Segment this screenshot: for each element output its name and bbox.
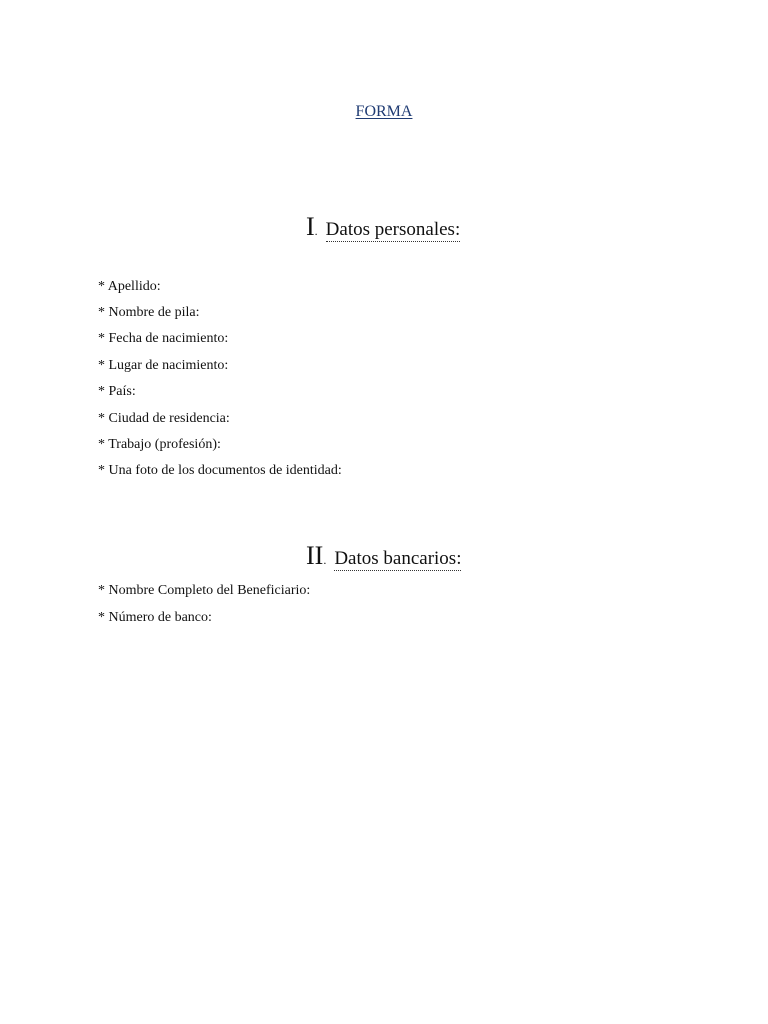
- field-ciudad-de-residencia: * Ciudad de residencia:: [98, 411, 230, 426]
- document-title: FORMA: [355, 103, 413, 120]
- section-numeral: II: [306, 541, 324, 570]
- section-numeral-dot: .: [323, 553, 327, 567]
- field-trabajo: * Trabajo (profesión):: [98, 437, 221, 452]
- field-foto-documentos: * Una foto de los documentos de identidad:: [98, 463, 342, 478]
- section-numeral-dot: .: [314, 224, 318, 238]
- section-numeral: I: [306, 212, 315, 241]
- section-heading-personal: [306, 214, 460, 240]
- field-nombre-beneficiario: * Nombre Completo del Beneficiario:: [98, 583, 311, 598]
- field-lugar-de-nacimiento: * Lugar de nacimiento:: [98, 358, 229, 373]
- field-nombre-de-pila: * Nombre de pila:: [98, 305, 200, 320]
- field-pais: * País:: [98, 384, 136, 399]
- field-numero-de-banco: * Número de banco:: [98, 610, 212, 625]
- section-title: Datos personales:: [325, 219, 461, 240]
- field-apellido: * Apellido:: [98, 279, 161, 294]
- field-fecha-de-nacimiento: * Fecha de nacimiento:: [98, 331, 229, 346]
- section-title: Datos bancarios:: [334, 548, 462, 569]
- section-heading-bancarios: [306, 543, 461, 569]
